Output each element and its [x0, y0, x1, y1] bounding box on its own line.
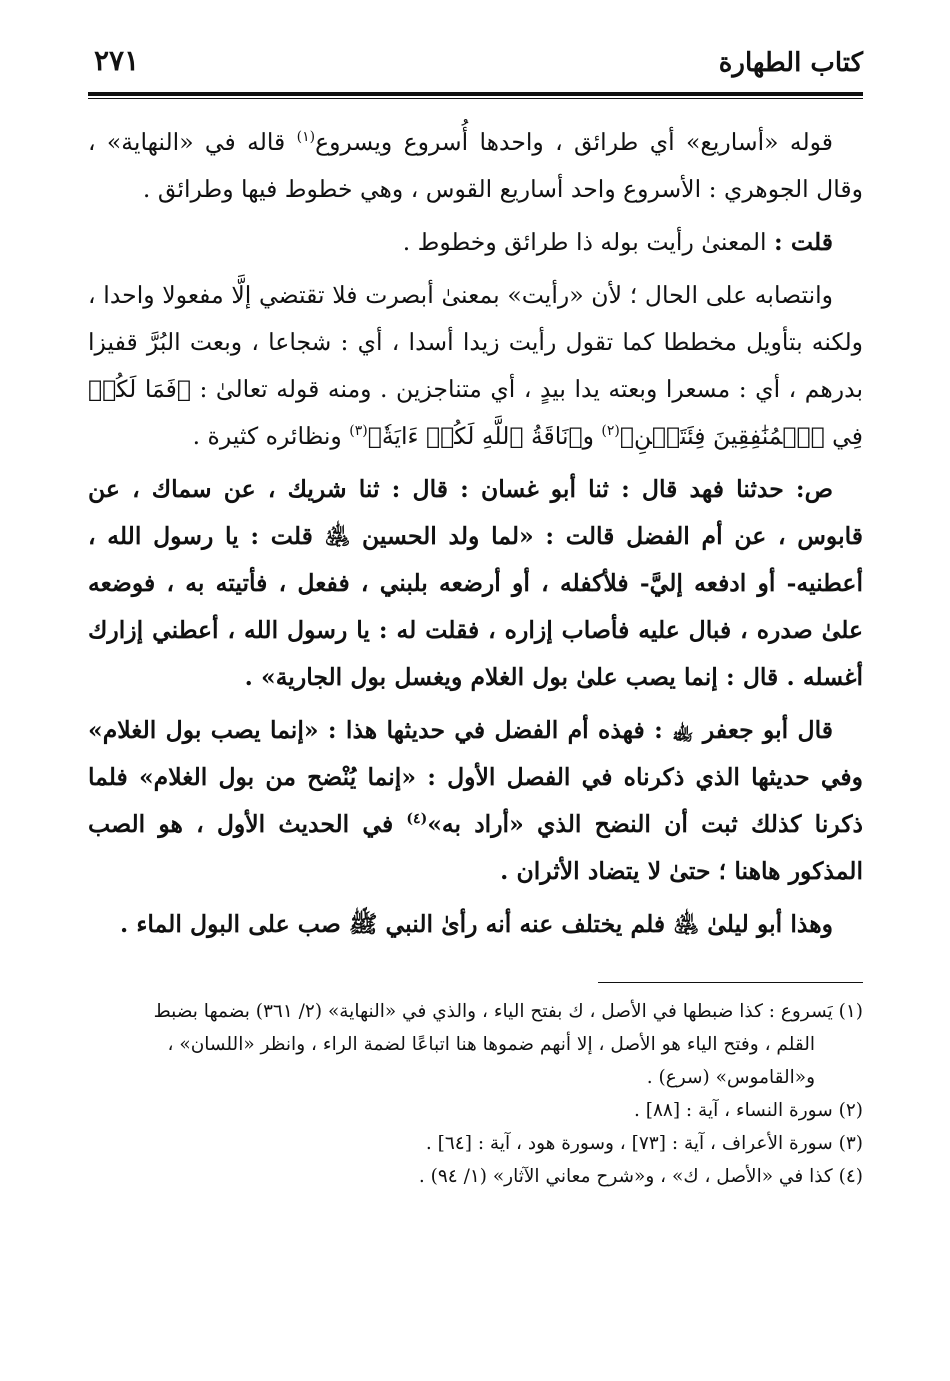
paragraph-hadith: [88, 466, 863, 701]
paragraph-intisab: [88, 272, 863, 460]
footnote-ref[interactable]: (٣): [349, 423, 368, 440]
paragraph-text: قاله في «النهاية» ، وقال الجوهري : الأسروع واحد أساريع القوس ، وهي خطوط فيها وطرائق .: [88, 128, 863, 203]
footnote-number: (٢): [838, 1100, 863, 1121]
footnote-rule: [598, 982, 863, 983]
footnote-text: و«القاموس» (سرع) .: [646, 1067, 815, 1088]
footnote-text: يَسروع : كذا ضبطها في الأصل ، ك بفتح الياء ، والذي في «النهاية» (٢/ ٣٦١) بضمها بضبط: [153, 1001, 833, 1022]
footnote-1: [88, 995, 863, 1028]
paragraph-text: وهذا أبو ليلىٰ ﵁ فلم يختلف عنه أنه رأىٰ النبي ﷺ صب على البول الماء .: [120, 910, 833, 938]
footnotes: [88, 995, 863, 1193]
footnote-ref[interactable]: (٢): [601, 423, 620, 440]
footnote-number: (٣): [838, 1133, 863, 1154]
footnote-2: [88, 1094, 863, 1127]
header-rule: [88, 92, 863, 99]
footnote-number: (٤): [838, 1166, 863, 1187]
footnote-number: (١): [838, 1001, 863, 1022]
paragraph-text: قوله «أساريع» أي طرائق ، واحدها أُسروع ويسروع: [315, 128, 833, 156]
footnote-text: كذا في «الأصل ، ك» ، و«شرح معاني الآثار» (١/ ٩٤) .: [418, 1166, 833, 1187]
paragraph-text: وانتصابه على الحال ؛ لأن «رأيت» بمعنىٰ أبصرت فلا تقتضي إلَّا مفعولا واحدا ، ولكنه بتأويل مخططا كما تقول رأيت زيدا أسدا ، أي : شجاعا ، وبعت البُرَّ قفيزا بدرهم ، أي : مسعرا وبعته يدا بيدٍ ، أي متناجزين . ومنه قوله تعالىٰ : ﴿فَمَا لَكُمۡ فِي ٱلۡمُنَٰفِقِينَ فِئَتَيۡنِ﴾: [88, 281, 863, 450]
paragraph-lead: قلت :: [774, 228, 833, 256]
footnote-text: سورة الأعراف ، آية : [٧٣] ، وسورة هود ، آية : [٦٤] .: [425, 1133, 833, 1154]
page-header: [88, 38, 863, 92]
footnote-text: القلم ، وفتح الياء هو الأصل ، إلا أنهم ضموها هنا اتباعًا لضمة الراء ، وانظر «اللسان» ،: [167, 1034, 815, 1055]
paragraph-abu-layla: [88, 901, 863, 948]
paragraph-text: و﴿نَاقَةُ ٱللَّهِ لَكُمۡ ءَايَةٗ﴾: [367, 422, 602, 450]
footnote-1-cont: [88, 1028, 863, 1061]
book-page: [88, 38, 863, 1193]
paragraph-qultu: [88, 219, 863, 266]
paragraph-text: ونظائره كثيرة .: [192, 422, 350, 450]
footnote-1-cont: [88, 1061, 863, 1094]
paragraph-text: في الحديث الأول ، هو الصب المذكور هاهنا ؛ حتىٰ لا يتضاد الأثران .: [88, 810, 863, 885]
paragraph-abu-jafar: [88, 707, 863, 895]
paragraph-asaree: [88, 119, 863, 213]
footnote-ref[interactable]: (٤): [406, 811, 428, 828]
paragraph-text: المعنىٰ رأيت بوله ذا طرائق وخطوط .: [402, 228, 775, 256]
main-text: [88, 119, 863, 948]
paragraph-text: ص: حدثنا فهد قال : ثنا أبو غسان : قال : ثنا شريك ، عن سماك ، عن قابوس ، عن أم الفضل قالت : «لما ولد الحسين ﵁ قلت : يا رسول الله ، أعطنيه- أو ادفعه إليَّ- فلأكفله ، أو أرضعه بلبني ، ففعل ، فأتيته به ، فوضعه علىٰ صدره ، فبال عليه فأصاب إزاره ، فقلت له : يا رسول الله ، أعطني إزارك أغسله . قال : إنما يصب علىٰ بول الغلام ويغسل بول الجارية» .: [88, 475, 863, 691]
page-number: ٢٧١: [94, 44, 140, 77]
book-title: كتاب الطهارة: [718, 48, 863, 78]
footnote-ref[interactable]: (١): [296, 129, 316, 146]
footnote-text: سورة النساء ، آية : [٨٨] .: [633, 1100, 833, 1121]
paragraph-text: قال أبو جعفر ﵀ : فهذه أم الفضل في حديثها هذا : «إنما يصب بول الغلام» وفي حديثها الذي ذكرناه في الفصل الأول : «إنما يُنْضح من بول الغلام» فلما ذكرنا كذلك ثبت أن النضح الذي «أراد به»: [88, 716, 863, 838]
footnote-4: [88, 1160, 863, 1193]
footnote-3: [88, 1127, 863, 1160]
